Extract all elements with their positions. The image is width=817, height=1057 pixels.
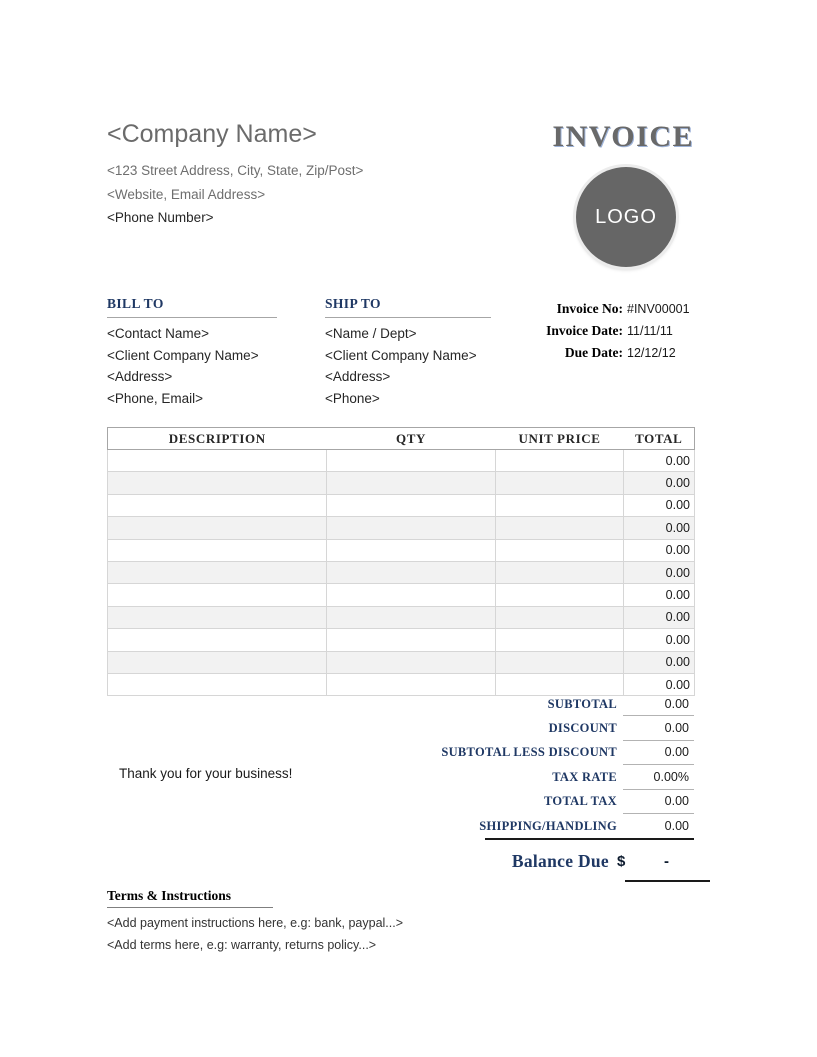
bill-to-phone-email-field[interactable]: <Phone, Email>: [107, 390, 204, 406]
logo[interactable]: [576, 167, 676, 267]
cell-total[interactable]: 0.00: [624, 673, 695, 695]
subtotal-less-discount-row: [300, 741, 694, 765]
cell-qty[interactable]: [327, 651, 496, 673]
cell-description[interactable]: [108, 517, 327, 539]
terms-policy-field[interactable]: <Add terms here, e.g: warranty, returns policy...>: [107, 937, 377, 952]
bill-to-heading: BILL TO: [107, 296, 277, 318]
column-header-description: DESCRIPTION: [108, 428, 327, 450]
table-row: [108, 561, 695, 583]
cell-unit-price[interactable]: [496, 584, 624, 606]
table-row: [108, 584, 695, 606]
ship-to-heading: SHIP TO: [325, 296, 491, 318]
table-header-row: [108, 428, 695, 450]
total-tax-label: TOTAL TAX: [544, 794, 617, 809]
invoice-meta: [520, 298, 694, 364]
cell-description[interactable]: [108, 629, 327, 651]
cell-description[interactable]: [108, 584, 327, 606]
table-row: [108, 539, 695, 561]
invoice-number-value[interactable]: #INV00001: [627, 302, 690, 316]
ship-to-phone-field[interactable]: <Phone>: [325, 390, 380, 406]
cell-unit-price[interactable]: [496, 450, 624, 472]
total-tax-row: [300, 790, 694, 814]
table-row: [108, 651, 695, 673]
cell-total[interactable]: 0.00: [624, 606, 695, 628]
cell-unit-price[interactable]: [496, 606, 624, 628]
cell-unit-price[interactable]: [496, 539, 624, 561]
invoice-number-row: [520, 298, 694, 320]
cell-qty[interactable]: [327, 606, 496, 628]
column-header-total: TOTAL: [624, 428, 695, 450]
cell-unit-price[interactable]: [496, 651, 624, 673]
due-date-label: Due Date:: [564, 345, 623, 360]
bill-to-section: [107, 296, 277, 409]
table-row: [108, 494, 695, 516]
terms-heading: Terms & Instructions: [107, 888, 273, 908]
cell-qty[interactable]: [327, 629, 496, 651]
invoice-date-row: [520, 320, 694, 342]
cell-qty[interactable]: [327, 450, 496, 472]
ship-to-company-field[interactable]: <Client Company Name>: [325, 347, 477, 363]
shipping-handling-row: [300, 814, 694, 838]
cell-qty[interactable]: [327, 539, 496, 561]
cell-unit-price[interactable]: [496, 472, 624, 494]
company-block: [107, 120, 363, 230]
table-row: [108, 517, 695, 539]
balance-due-value[interactable]: [609, 853, 694, 870]
subtotal-less-discount-value[interactable]: 0.00: [623, 741, 694, 765]
ship-to-section: [325, 296, 491, 409]
due-date-value[interactable]: 12/12/12: [627, 346, 676, 360]
cell-description[interactable]: [108, 651, 327, 673]
discount-row: [300, 716, 694, 740]
balance-due-underline: [625, 880, 710, 882]
cell-description[interactable]: [108, 606, 327, 628]
tax-rate-value[interactable]: 0.00%: [623, 765, 694, 789]
total-tax-value[interactable]: 0.00: [623, 790, 694, 814]
cell-total[interactable]: 0.00: [624, 494, 695, 516]
cell-unit-price[interactable]: [496, 629, 624, 651]
subtotal-label: SUBTOTAL: [547, 696, 617, 711]
thank-you-note: Thank you for your business!: [119, 766, 293, 781]
balance-due-label: Balance Due: [511, 850, 609, 871]
cell-description[interactable]: [108, 673, 327, 695]
cell-unit-price[interactable]: [496, 561, 624, 583]
balance-due-amount: -: [664, 852, 669, 870]
balance-due-row: [300, 840, 694, 882]
table-row: [108, 606, 695, 628]
company-name-field[interactable]: <Company Name>: [107, 120, 317, 148]
subtotal-less-discount-label: SUBTOTAL LESS DISCOUNT: [441, 745, 617, 760]
cell-description[interactable]: [108, 539, 327, 561]
cell-total[interactable]: 0.00: [624, 539, 695, 561]
cell-total[interactable]: 0.00: [624, 472, 695, 494]
discount-label: DISCOUNT: [548, 721, 617, 736]
cell-qty[interactable]: [327, 494, 496, 516]
shipping-handling-value[interactable]: 0.00: [664, 819, 689, 834]
cell-unit-price[interactable]: [496, 494, 624, 516]
ship-to-name-field[interactable]: <Name / Dept>: [325, 326, 417, 341]
logo-text: LOGO: [595, 205, 657, 228]
cell-qty[interactable]: [327, 561, 496, 583]
bill-to-address-field[interactable]: <Address>: [107, 369, 173, 384]
invoice-date-label: Invoice Date:: [546, 323, 623, 338]
line-items-table: [107, 427, 695, 696]
cell-description[interactable]: [108, 450, 327, 472]
cell-total[interactable]: 0.00: [624, 517, 695, 539]
shipping-handling-label: SHIPPING/HANDLING: [479, 818, 617, 833]
subtotal-value[interactable]: 0.00: [623, 692, 694, 716]
invoice-number-label: Invoice No:: [556, 301, 623, 316]
payment-instructions-field[interactable]: <Add payment instructions here, e.g: bank, paypal...>: [107, 916, 404, 930]
cell-qty[interactable]: [327, 517, 496, 539]
cell-description[interactable]: [108, 561, 327, 583]
bill-to-company-field[interactable]: <Client Company Name>: [107, 347, 259, 363]
cell-description[interactable]: [108, 494, 327, 516]
totals-summary: [300, 692, 694, 882]
company-website-field[interactable]: <Website, Email Address>: [107, 186, 266, 202]
cell-total[interactable]: 0.00: [624, 450, 695, 472]
cell-description[interactable]: [108, 472, 327, 494]
tax-rate-row: [300, 765, 694, 789]
terms-section: [107, 888, 403, 956]
invoice-title: INVOICE: [552, 120, 694, 153]
table-row: [108, 629, 695, 651]
cell-total[interactable]: 0.00: [624, 629, 695, 651]
subtotal-row: [300, 692, 694, 716]
cell-total[interactable]: 0.00: [624, 561, 695, 583]
due-date-row: [520, 342, 694, 364]
column-header-unit-price: UNIT PRICE: [496, 428, 624, 450]
cell-unit-price[interactable]: [496, 517, 624, 539]
cell-total[interactable]: 0.00: [624, 584, 695, 606]
cell-total[interactable]: 0.00: [624, 651, 695, 673]
invoice-date-value[interactable]: 11/11/11: [627, 324, 673, 338]
column-header-qty: QTY: [327, 428, 496, 450]
company-address-field[interactable]: <123 Street Address, City, State, Zip/Post>: [107, 163, 364, 178]
cell-qty[interactable]: [327, 584, 496, 606]
table-row: [108, 472, 695, 494]
bill-to-contact-field[interactable]: <Contact Name>: [107, 326, 210, 341]
tax-rate-label: TAX RATE: [552, 769, 617, 784]
currency-symbol: $: [617, 852, 626, 870]
discount-value[interactable]: 0.00: [623, 716, 694, 740]
ship-to-address-field[interactable]: <Address>: [325, 369, 391, 384]
cell-qty[interactable]: [327, 472, 496, 494]
table-row: [108, 450, 695, 472]
company-phone-field[interactable]: <Phone Number>: [107, 210, 214, 225]
